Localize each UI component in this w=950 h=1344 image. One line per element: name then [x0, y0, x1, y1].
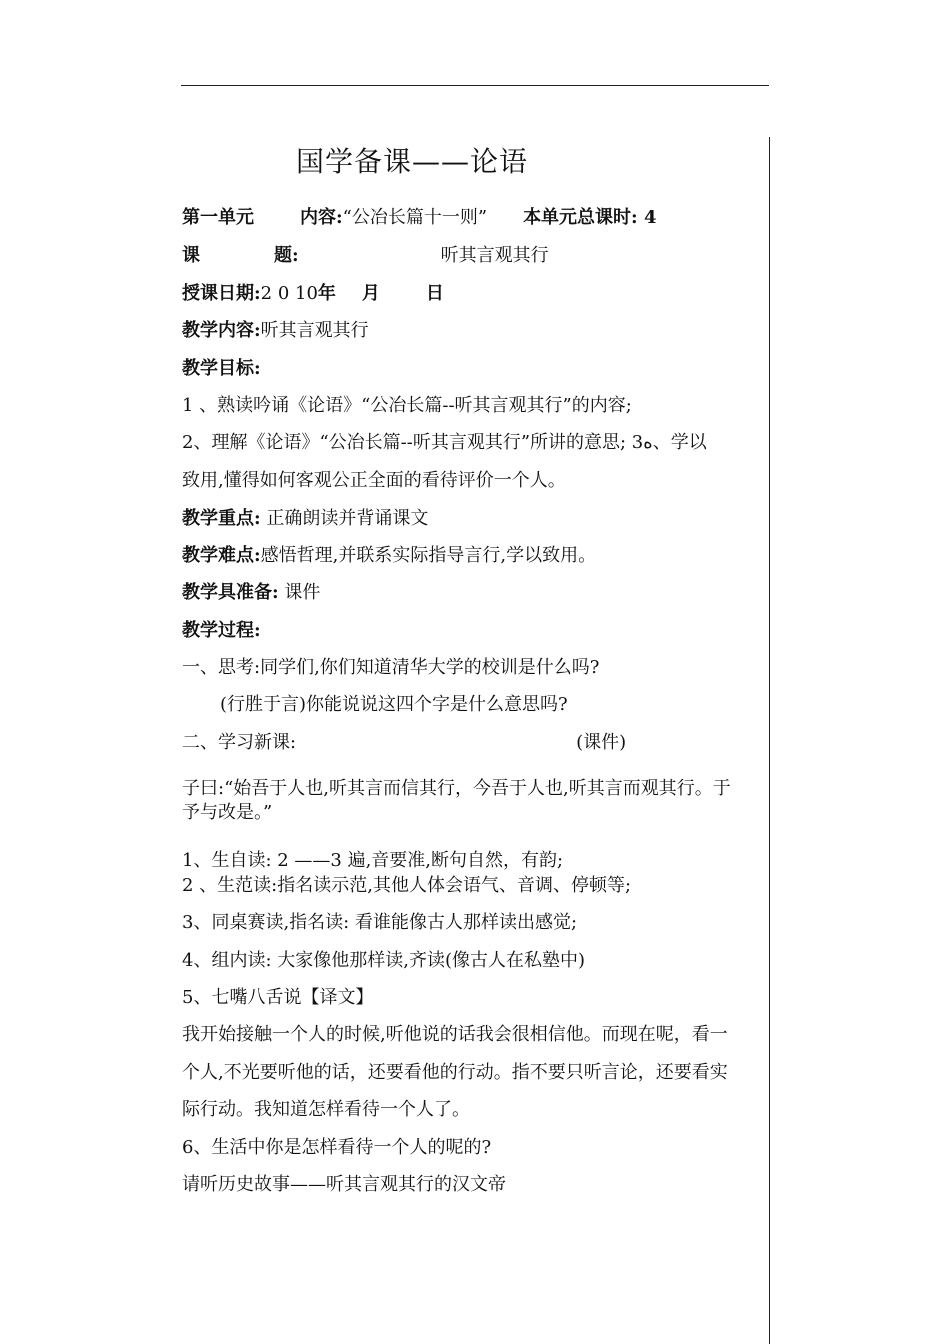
process-step-2-note: (课件): [576, 732, 627, 753]
read-step-1: 1、生自读: 2 ——3 遍,音要准,断句自然，有韵;: [182, 850, 564, 871]
quote-line-1: 子曰:“始吾于人也,听其言而信其行，今吾于人也,听其言而观其行。于: [182, 778, 731, 799]
key-point-line: [182, 507, 428, 531]
topic-label-a: 课: [182, 245, 200, 266]
topic-value: 听其言观其行: [440, 245, 549, 266]
difficulty-value: 感悟哲理,并联系实际指导言行,学以致用。: [260, 545, 597, 566]
right-rule: [769, 137, 770, 1344]
topic-label-b: 题:: [274, 245, 299, 266]
total-hours-label: 本单元总课时: 4: [523, 207, 657, 228]
objectives-label: 教学目标:: [182, 358, 261, 379]
unit-line: [182, 206, 657, 230]
key-point-value: 正确朗读并背诵课文: [260, 508, 429, 529]
objective-line-2: 2、理解《论语》“公冶长篇--听其言观其行”所讲的意思; 3ه、学以: [182, 432, 707, 453]
content-value: “公冶长篇十一则”: [342, 207, 488, 228]
unit-label: 第一单元: [182, 207, 254, 228]
question-6: 6、生活中你是怎样看待一个人的呢的?: [182, 1137, 492, 1158]
topic-line: [182, 244, 549, 268]
translation-line-1: 我开始接触一个人的时候,听他说的话我会很相信他。而现在呢，看一: [182, 1024, 728, 1045]
prep-value: 课件: [278, 582, 321, 603]
process-step-2-label: 二、学习新课:: [182, 732, 297, 753]
translation-line-3: 际行动。我知道怎样看待一个人了。: [182, 1099, 470, 1120]
read-step-2: 2 、生范读:指名读示范,其他人体会语气、音调、停顿等;: [182, 875, 632, 896]
date-label: 授课日期:: [182, 283, 261, 304]
process-step-1b: (行胜于言)你能说说这四个字是什么意思吗?: [220, 694, 568, 715]
teaching-content-label: 教学内容:: [182, 320, 261, 341]
key-point-label: 教学重点:: [182, 508, 261, 529]
process-step-1: 一、思考:同学们,你们知道清华大学的校训是什么吗?: [182, 657, 600, 678]
prep-line: [182, 581, 320, 605]
difficulty-line: [182, 544, 596, 568]
read-step-4: 4、组内读: 大家像他那样读,齐读(像古人在私塾中): [182, 950, 586, 971]
history-story: 请听历史故事——听其言观其行的汉文帝: [182, 1174, 506, 1195]
teaching-content-line: [182, 319, 369, 343]
date-line: [182, 282, 444, 306]
date-day: 日: [425, 283, 444, 304]
content-label: 内容:: [300, 207, 343, 228]
page-title: 国学备课——论语: [296, 145, 529, 178]
prep-label: 教学具准备:: [182, 582, 279, 603]
date-month: 月: [361, 283, 380, 304]
translation-line-2: 个人,不光要听他的话，还要看他的行动。指不要只听言论，还要看实: [182, 1062, 728, 1083]
objective-line-1: 1 、熟读吟诵《论语》“公冶长篇--听其言观其行”的内容;: [182, 395, 632, 416]
read-step-5: 5、七嘴八舌说【译文】: [182, 987, 374, 1008]
teaching-content-value: 听其言观其行: [260, 320, 369, 341]
quote-line-2: 予与改是。”: [182, 802, 273, 823]
read-step-3: 3、同桌赛读,指名读: 看谁能像古人那样读出感觉;: [182, 912, 578, 933]
top-rule: [181, 85, 769, 86]
date-year: 年: [317, 283, 336, 304]
process-step-2: [182, 731, 626, 755]
date-year-value: 2 0 10: [260, 283, 318, 304]
process-label: 教学过程:: [182, 620, 261, 641]
objective-line-3: 致用,懂得如何客观公正全面的看待评价一个人。: [182, 470, 566, 491]
difficulty-label: 教学难点:: [182, 545, 261, 566]
